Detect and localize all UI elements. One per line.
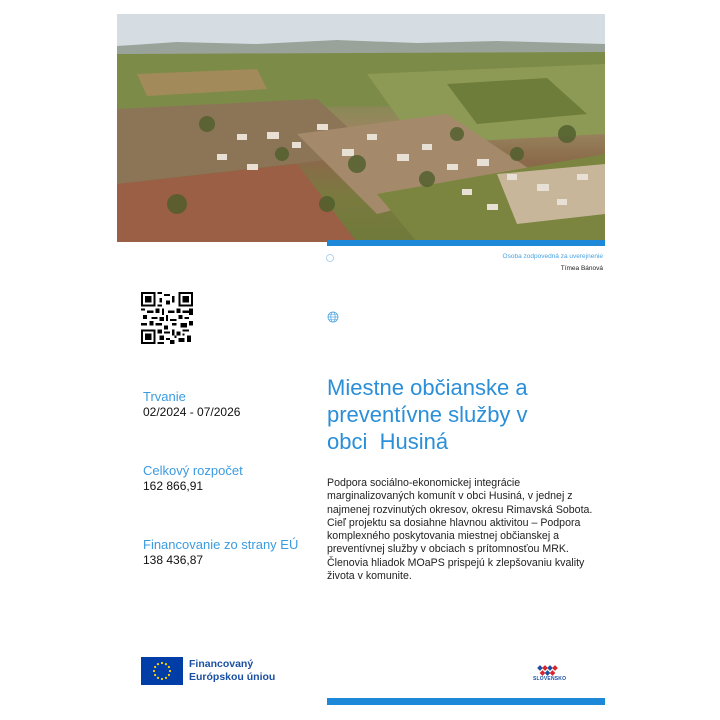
duration-value: 02/2024 - 07/2026 [143,405,241,419]
budget-value: 162 866,91 [143,479,204,493]
globe-icon[interactable] [327,311,339,323]
publisher-name: Tímea Bánová [560,265,603,272]
village-aerial-photo [117,14,605,242]
eu-line-2: Európskou úniou [189,671,276,683]
project-title [327,374,587,455]
eu-funding-statement [189,658,275,684]
title-line-3: obci Husiná [327,429,449,454]
title-line-2: preventívne služby v [327,402,528,427]
info-icon [325,253,335,263]
eu-flag-icon [141,657,183,685]
accent-bar-top [327,240,605,246]
project-description: Podpora sociálno-ekonomickej integrácie marginalizovaných komunít v obci Husiná, v jednej z najmenej rozvinutých okresov, okresu Rimavská Sobota. Cieľ projektu sa dosiahne hlavnou aktivitou – Podpora komplexného poskytovania miestnej občianskej a preventívnej služby v obciach s prítomnosťou MRK. Členovia hliadok MOaPS prispejú k zlepšovaniu kvality života v komunite. [327,477,593,583]
budget-label: Celkový rozpočet [143,463,243,478]
qr-code[interactable] [141,292,193,344]
title-line-1: Miestne občianske a [327,375,528,400]
accent-bar-bottom [327,698,605,705]
eu-funding-label: Financovanie zo strany EÚ [143,537,299,552]
publisher-label: Osoba zodpovedná za uverejnenie [502,253,603,260]
duration-label: Trvanie [143,389,186,404]
eu-line-1: Financovaný [189,658,254,670]
program-logo-text: SLOVENSKO [533,676,567,682]
eu-funding-value: 138 436,87 [143,553,204,567]
